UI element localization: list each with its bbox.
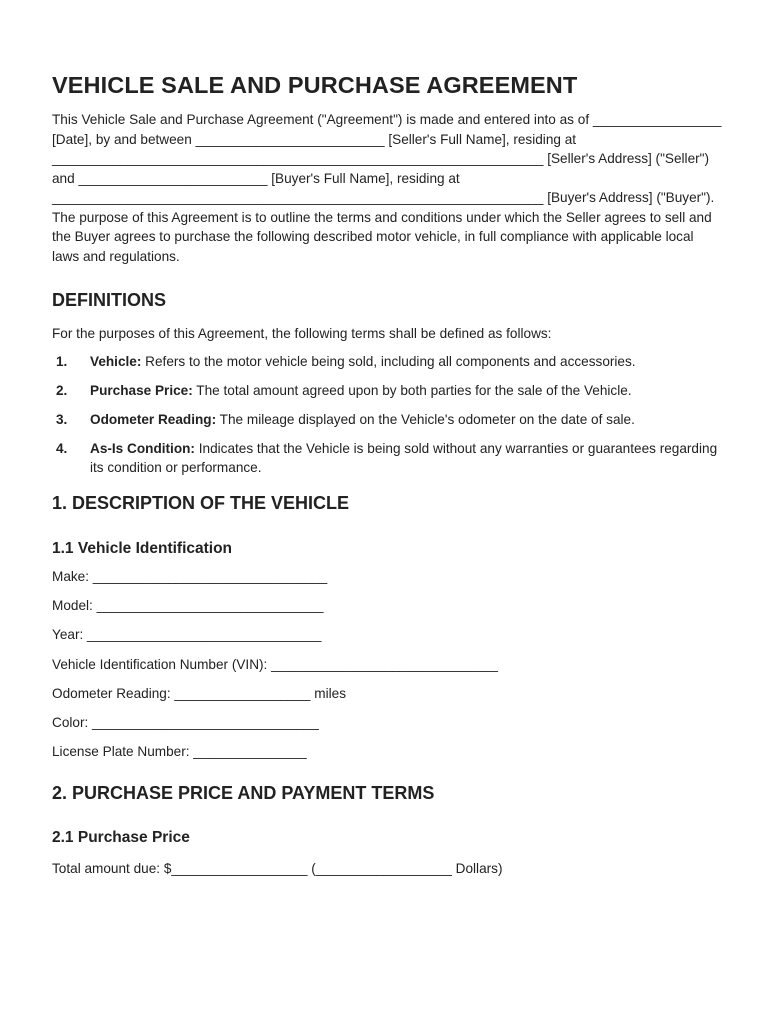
- purchase-price-section: [52, 781, 722, 878]
- model-field: Model: ______________________________: [52, 598, 324, 614]
- agreement-page: [52, 70, 722, 878]
- vehicle-fields: [52, 567, 722, 761]
- definition-text: The mileage displayed on the Vehicle's odometer on the date of sale.: [216, 412, 635, 427]
- year-field: Year: _______________________________: [52, 627, 322, 643]
- section-1-heading: 1. DESCRIPTION OF THE VEHICLE: [52, 493, 350, 513]
- intro-paragraph: This Vehicle Sale and Purchase Agreement ("Agreement") is made and entered into as of _________________ [Date], by and between _________________________ [Seller's Full Name], residing at _________________________________________________________________ [Seller's Address] ("Seller") and _________________________ [Buyer's Full Name], residing at _________________________________________________________________ [Buyer's Address] ("Buyer"). The purpose of this Agreement is to outline the terms and conditions under which the Seller agrees to sell and the Buyer agrees to purchase the following described motor vehicle, in full compliance with applicable local laws and regulations.: [52, 112, 722, 264]
- vehicle-identification-heading: 1.1 Vehicle Identification: [52, 540, 233, 557]
- odometer-field: Odometer Reading: __________________ miles: [52, 685, 346, 701]
- definitions-list: [52, 352, 722, 477]
- total-amount-due: Total amount due: $__________________ (__________________ Dollars): [52, 861, 503, 877]
- definition-text: The total amount agreed upon by both parties for the sale of the Vehicle.: [192, 383, 632, 398]
- definition-text: Refers to the motor vehicle being sold, including all components and accessories.: [141, 354, 636, 369]
- license-plate-field: License Plate Number: _______________: [52, 744, 307, 760]
- purchase-price-heading: 2.1 Purchase Price: [52, 829, 190, 847]
- definition-text: Indicates that the Vehicle is being sold without any warranties or guarantees regarding its condition or performance.: [90, 441, 718, 475]
- definition-term: Purchase Price:: [90, 383, 193, 398]
- definition-number: 3.: [56, 412, 68, 427]
- vehicle-description-section: [52, 491, 722, 761]
- definition-term: Vehicle:: [90, 354, 142, 369]
- definition-term: Odometer Reading:: [90, 412, 217, 427]
- color-field: Color: ______________________________: [52, 714, 319, 730]
- definitions-heading: DEFINITIONS: [52, 290, 167, 310]
- definition-number: 2.: [56, 383, 68, 398]
- definition-item: [52, 439, 722, 477]
- definitions-section: [52, 288, 722, 477]
- definition-number: 4.: [56, 441, 68, 456]
- definitions-intro: For the purposes of this Agreement, the following terms shall be defined as follows:: [52, 326, 552, 341]
- definition-item: [52, 381, 722, 400]
- definition-item: [52, 352, 722, 371]
- make-field: Make: _______________________________: [52, 569, 328, 584]
- section-2-heading: 2. PURCHASE PRICE AND PAYMENT TERMS: [52, 783, 435, 804]
- definition-number: 1.: [56, 354, 68, 369]
- vin-field: Vehicle Identification Number (VIN): ______________________________: [52, 656, 498, 672]
- definition-item: [52, 410, 722, 429]
- definition-term: As-Is Condition:: [90, 441, 195, 456]
- document-title: VEHICLE SALE AND PURCHASE AGREEMENT: [52, 72, 578, 98]
